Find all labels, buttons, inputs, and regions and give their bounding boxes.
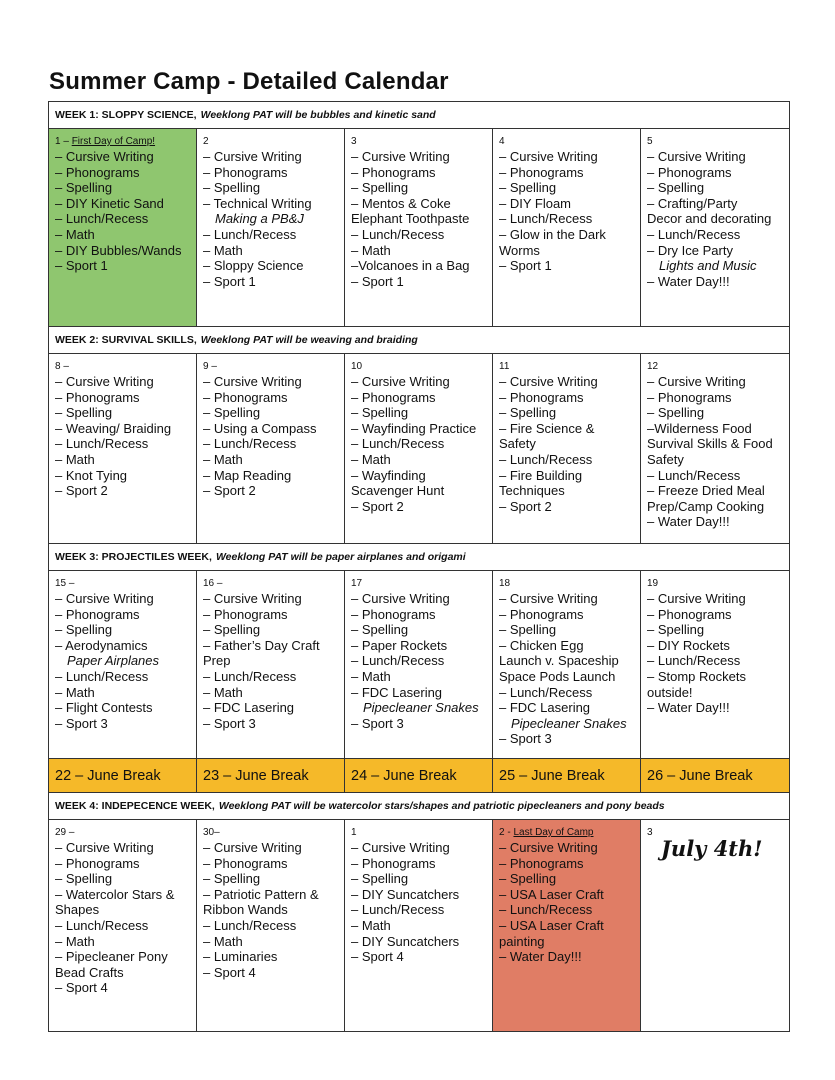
- activity-item: Making a PB&J: [215, 211, 304, 227]
- day-number: 8 –: [55, 361, 69, 372]
- activity-item: – Spelling: [351, 622, 409, 638]
- day-number: 18: [499, 578, 511, 589]
- activity-item: – Phonograms: [647, 164, 732, 180]
- activity-item: – Glow in the Dark: [499, 226, 606, 242]
- activity-item: – Cursive Writing: [55, 591, 154, 606]
- activity-item: – USA Laser Craft: [499, 886, 604, 902]
- activity-item: – Spelling: [55, 180, 113, 196]
- activity-item: – Lunch/Recess: [203, 668, 297, 684]
- activity-item: Shapes: [55, 902, 100, 918]
- activity-item: – Watercolor Stars &: [55, 886, 175, 902]
- holiday-label: July 4th!: [661, 836, 763, 861]
- activity-item: – Lunch/Recess: [647, 653, 741, 669]
- activity-item: – Freeze Dried Meal: [647, 483, 765, 499]
- activity-item: – Cursive Writing: [351, 374, 450, 389]
- day-cell: [493, 571, 641, 758]
- activity-item: – DIY Floam: [499, 195, 572, 211]
- activity-item: – Spelling: [351, 871, 409, 887]
- activity-item: – Cursive Writing: [647, 591, 746, 606]
- activity-item: – Lunch/Recess: [499, 902, 593, 918]
- day-cell: [641, 820, 789, 1031]
- activity-item: – Sport 1: [203, 273, 256, 289]
- activity-item: – Lunch/Recess: [647, 467, 741, 483]
- day-cell: [197, 354, 345, 543]
- activity-item: – Spelling: [647, 180, 705, 196]
- activity-item: – Phonograms: [499, 606, 584, 622]
- activity-item: – Cursive Writing: [647, 149, 746, 164]
- activity-item: – Phonograms: [351, 855, 436, 871]
- activity-item: –Volcanoes in a Bag: [351, 258, 470, 274]
- activity-item: – DIY Kinetic Sand: [55, 195, 164, 211]
- activity-item: – Spelling: [647, 622, 705, 638]
- activity-item: – Math: [351, 242, 391, 258]
- activity-item: – Luminaries: [203, 949, 278, 965]
- activity-item: – Spelling: [499, 871, 557, 887]
- day-date: [203, 578, 338, 590]
- week-pat: Weeklong PAT will be weaving and braiding: [200, 334, 418, 346]
- activity-item: – Stomp Rockets: [647, 668, 746, 684]
- activity-item: – USA Laser Craft: [499, 917, 604, 933]
- activity-item: – Sport 3: [55, 715, 108, 731]
- day-date: [203, 827, 338, 839]
- activity-item: Prep/Camp Cooking: [647, 498, 765, 514]
- activity-item: – Sport 3: [351, 715, 404, 731]
- activity-item: – Technical Writing: [203, 195, 312, 211]
- activity-item: – Phonograms: [203, 855, 288, 871]
- activity-item: – Spelling: [203, 622, 261, 638]
- activity-item: – Sport 1: [351, 273, 404, 289]
- activity-item: – Spelling: [499, 405, 557, 421]
- activity-item: – Lunch/Recess: [499, 211, 593, 227]
- activity-item: – Math: [203, 684, 243, 700]
- activity-item: – Lunch/Recess: [351, 653, 445, 669]
- activity-item: Elephant Toothpaste: [351, 211, 470, 227]
- activity-item: – Sport 2: [351, 498, 404, 514]
- day-number: 9 –: [203, 361, 217, 372]
- activity-item: – Fire Building: [499, 467, 583, 483]
- activity-item: – Cursive Writing: [499, 374, 598, 389]
- day-number: 29 –: [55, 827, 75, 838]
- week-pat: Weeklong PAT will be bubbles and kinetic sand: [200, 109, 436, 121]
- activity-item: – Water Day!!!: [647, 273, 730, 289]
- activity-item: – Lunch/Recess: [55, 436, 149, 452]
- activity-item: – Lunch/Recess: [55, 917, 149, 933]
- break-cell: 24 – June Break: [345, 759, 493, 792]
- day-date: [351, 361, 486, 373]
- day-number: 4: [499, 136, 505, 147]
- day-date: [203, 361, 338, 373]
- activity-item: – Phonograms: [203, 606, 288, 622]
- day-cell: [345, 129, 493, 326]
- activity-item: – Cursive Writing: [499, 840, 598, 855]
- activity-item: – Cursive Writing: [203, 840, 302, 855]
- activity-item: – Sloppy Science: [203, 258, 304, 274]
- activity-item: – Using a Compass: [203, 420, 317, 436]
- activity-item: – Pipecleaner Pony: [55, 949, 168, 965]
- day-number: 3: [351, 136, 357, 147]
- activity-item: – Phonograms: [203, 164, 288, 180]
- activity-item: – Weaving/ Braiding: [55, 420, 172, 436]
- activity-item: – Mentos & Coke: [351, 195, 451, 211]
- day-number: 1: [351, 827, 357, 838]
- week-row: [49, 129, 789, 327]
- day-date: [499, 361, 634, 373]
- activity-item: – Spelling: [499, 180, 557, 196]
- activity-item: – Math: [203, 933, 243, 949]
- day-number: 11: [499, 361, 510, 372]
- activity-item: – Phonograms: [499, 389, 584, 405]
- day-date: [647, 361, 783, 373]
- day-cell: [345, 820, 493, 1031]
- activity-item: – Spelling: [203, 871, 261, 887]
- activity-item: – Chicken Egg: [499, 637, 584, 653]
- activity-item: – DIY Suncatchers: [351, 886, 460, 902]
- day-date: [351, 578, 486, 590]
- day-cell: [49, 820, 197, 1031]
- day-number: 17: [351, 578, 363, 589]
- activity-item: – Cursive Writing: [499, 149, 598, 164]
- activity-item: – Phonograms: [55, 606, 140, 622]
- activity-item: – Sport 3: [203, 715, 256, 731]
- activity-item: – Math: [351, 451, 391, 467]
- week-title: WEEK 4: INDEPECENCE WEEK,: [55, 800, 215, 812]
- calendar-table: [48, 101, 790, 1032]
- activity-item: – Cursive Writing: [55, 149, 154, 164]
- day-cell: [345, 571, 493, 758]
- activity-item: – Crafting/Party: [647, 195, 738, 211]
- activity-item: – DIY Rockets: [647, 637, 730, 653]
- activity-item: – Phonograms: [55, 855, 140, 871]
- activity-item: Ribbon Wands: [203, 902, 288, 918]
- week-row: [49, 354, 789, 544]
- day-cell: [49, 129, 197, 326]
- activity-item: – Wayfinding: [351, 467, 426, 483]
- day-date: [499, 136, 634, 148]
- day-number: 2: [203, 136, 209, 147]
- activity-item: – Cursive Writing: [203, 374, 302, 389]
- activity-item: Launch v. Spaceship: [499, 653, 619, 669]
- activity-item: – Sport 2: [499, 498, 552, 514]
- activity-item: – DIY Suncatchers: [351, 933, 460, 949]
- activity-item: Pipecleaner Snakes: [511, 715, 627, 731]
- day-cell: [493, 354, 641, 543]
- activity-item: – Lunch/Recess: [203, 917, 297, 933]
- activity-item: – Water Day!!!: [499, 949, 582, 965]
- day-number: 10: [351, 361, 363, 372]
- week-title: WEEK 2: SURVIVAL SKILLS,: [55, 334, 197, 346]
- activity-item: – Phonograms: [55, 389, 140, 405]
- week-pat: Weeklong PAT will be paper airplanes and origami: [215, 551, 466, 563]
- activity-item: – Lunch/Recess: [203, 436, 297, 452]
- activity-item: – Cursive Writing: [351, 149, 450, 164]
- activity-item: – Lunch/Recess: [203, 226, 297, 242]
- day-number: 2 -: [499, 827, 511, 838]
- activity-item: – Sport 4: [203, 964, 256, 980]
- day-cell: [345, 354, 493, 543]
- activity-item: – Spelling: [55, 871, 113, 887]
- activity-item: – Math: [203, 451, 243, 467]
- activity-item: Survival Skills & Food: [647, 436, 773, 452]
- activity-item: – FDC Lasering: [203, 700, 295, 716]
- day-date: [351, 136, 486, 148]
- activity-item: Techniques: [499, 483, 565, 499]
- activity-item: Safety: [499, 436, 536, 452]
- activity-item: – Math: [55, 684, 95, 700]
- activity-item: outside!: [647, 684, 693, 700]
- activity-item: – Father’s Day Craft: [203, 637, 320, 653]
- activity-item: – Cursive Writing: [55, 374, 154, 389]
- week-header: [49, 327, 789, 354]
- activity-item: – Cursive Writing: [55, 840, 154, 855]
- activity-item: Prep: [203, 653, 231, 669]
- break-row: [49, 759, 789, 793]
- day-cell: [197, 820, 345, 1031]
- activity-item: – Spelling: [203, 405, 261, 421]
- day-number: 5: [647, 136, 653, 147]
- break-cell: 22 – June Break: [49, 759, 197, 792]
- week-row: [49, 571, 789, 759]
- activity-item: – Phonograms: [351, 164, 436, 180]
- activity-item: – Math: [55, 933, 95, 949]
- activity-item: – Cursive Writing: [203, 591, 302, 606]
- activity-item: – Math: [351, 668, 391, 684]
- day-cell: [641, 129, 789, 326]
- activity-item: – Spelling: [55, 405, 113, 421]
- activity-item: – Phonograms: [647, 389, 732, 405]
- activity-item: – FDC Lasering: [351, 684, 443, 700]
- activity-item: – Flight Contests: [55, 700, 153, 716]
- activity-item: – Spelling: [55, 622, 113, 638]
- activity-item: Pipecleaner Snakes: [363, 700, 479, 716]
- activity-item: – Fire Science &: [499, 420, 595, 436]
- activity-item: – Dry Ice Party: [647, 242, 733, 258]
- activity-item: – Lunch/Recess: [351, 902, 445, 918]
- activity-item: painting: [499, 933, 545, 949]
- activity-item: – Cursive Writing: [351, 591, 450, 606]
- activity-item: – Math: [55, 226, 95, 242]
- week-title: WEEK 3: PROJECTILES WEEK,: [55, 551, 212, 563]
- activity-item: – Lunch/Recess: [55, 211, 149, 227]
- activity-item: – Spelling: [647, 405, 705, 421]
- activity-item: – Spelling: [203, 180, 261, 196]
- week-pat: Weeklong PAT will be watercolor stars/shapes and patriotic pipecleaners and pony beads: [218, 800, 665, 812]
- activity-item: – Cursive Writing: [647, 374, 746, 389]
- activity-item: – Phonograms: [499, 164, 584, 180]
- activity-item: – Phonograms: [499, 855, 584, 871]
- day-number: 3: [647, 827, 653, 838]
- day-date: [647, 578, 783, 590]
- activity-item: – Phonograms: [351, 389, 436, 405]
- day-cell: [641, 354, 789, 543]
- week-header: [49, 793, 789, 820]
- activity-item: – Sport 4: [351, 949, 404, 965]
- activity-item: – Phonograms: [55, 164, 140, 180]
- day-note: Last Day of Camp: [513, 827, 594, 838]
- day-date: [647, 136, 783, 148]
- activity-item: – Sport 1: [55, 258, 108, 274]
- page-title: Summer Camp - Detailed Calendar: [49, 68, 449, 95]
- activity-item: – Sport 1: [499, 258, 552, 274]
- activity-item: – Lunch/Recess: [55, 668, 149, 684]
- day-date: [499, 827, 634, 839]
- activity-item: – FDC Lasering: [499, 700, 591, 716]
- activity-item: – Sport 3: [499, 731, 552, 747]
- activity-item: – Math: [351, 917, 391, 933]
- activity-item: Worms: [499, 242, 540, 258]
- activity-item: – Math: [203, 242, 243, 258]
- day-date: [499, 578, 634, 590]
- week-header: [49, 544, 789, 571]
- activity-item: – Spelling: [351, 180, 409, 196]
- activity-item: – Spelling: [499, 622, 557, 638]
- activity-item: – Phonograms: [351, 606, 436, 622]
- activity-item: – Cursive Writing: [351, 840, 450, 855]
- activity-item: – Water Day!!!: [647, 700, 730, 716]
- activity-item: – Aerodynamics: [55, 637, 148, 653]
- day-number: 19: [647, 578, 659, 589]
- activity-item: – Cursive Writing: [499, 591, 598, 606]
- day-date: [55, 361, 190, 373]
- day-cell: [197, 571, 345, 758]
- activity-item: – Paper Rockets: [351, 637, 448, 653]
- day-number: 12: [647, 361, 659, 372]
- break-cell: 23 – June Break: [197, 759, 345, 792]
- day-cell: [493, 129, 641, 326]
- activity-item: Paper Airplanes: [67, 653, 160, 669]
- week-row: [49, 820, 789, 1031]
- activity-item: Lights and Music: [659, 258, 757, 274]
- break-cell: 25 – June Break: [493, 759, 641, 792]
- activity-item: – Cursive Writing: [203, 149, 302, 164]
- activity-item: – Sport 2: [55, 483, 108, 499]
- day-cell: [49, 571, 197, 758]
- activity-item: Bead Crafts: [55, 964, 124, 980]
- activity-item: – Math: [55, 451, 95, 467]
- activity-item: – Map Reading: [203, 467, 292, 483]
- activity-item: – Phonograms: [647, 606, 732, 622]
- day-note: First Day of Camp!: [71, 136, 156, 147]
- day-number: 1 –: [55, 136, 69, 147]
- activity-item: Space Pods Launch: [499, 668, 616, 684]
- day-number: 16 –: [203, 578, 223, 589]
- day-number: 30–: [203, 827, 220, 838]
- activity-item: – Spelling: [351, 405, 409, 421]
- activity-item: – Lunch/Recess: [351, 226, 445, 242]
- activity-item: – Lunch/Recess: [351, 436, 445, 452]
- activity-item: – Lunch/Recess: [499, 451, 593, 467]
- activity-item: – Wayfinding Practice: [351, 420, 477, 436]
- day-cell: [641, 571, 789, 758]
- week-header: [49, 102, 789, 129]
- day-date: [351, 827, 486, 839]
- day-number: 15 –: [55, 578, 75, 589]
- activity-item: – Knot Tying: [55, 467, 128, 483]
- day-date: [55, 578, 190, 590]
- activity-item: – DIY Bubbles/Wands: [55, 242, 182, 258]
- day-date: [55, 136, 190, 148]
- activity-item: – Sport 2: [203, 483, 256, 499]
- day-cell: [493, 820, 641, 1031]
- activity-item: –Wilderness Food: [647, 420, 752, 436]
- break-cell: 26 – June Break: [647, 767, 753, 784]
- activity-item: Safety: [647, 451, 684, 467]
- activity-item: – Sport 4: [55, 980, 108, 996]
- activity-item: – Lunch/Recess: [499, 684, 593, 700]
- week-title: WEEK 1: SLOPPY SCIENCE,: [55, 109, 197, 121]
- activity-item: Decor and decorating: [647, 211, 772, 227]
- activity-item: – Lunch/Recess: [647, 226, 741, 242]
- activity-item: – Water Day!!!: [647, 514, 730, 530]
- activity-item: Scavenger Hunt: [351, 483, 445, 499]
- day-cell: [49, 354, 197, 543]
- activity-item: – Phonograms: [203, 389, 288, 405]
- day-cell: [197, 129, 345, 326]
- day-date: [55, 827, 190, 839]
- day-date: [203, 136, 338, 148]
- activity-item: – Patriotic Pattern &: [203, 886, 319, 902]
